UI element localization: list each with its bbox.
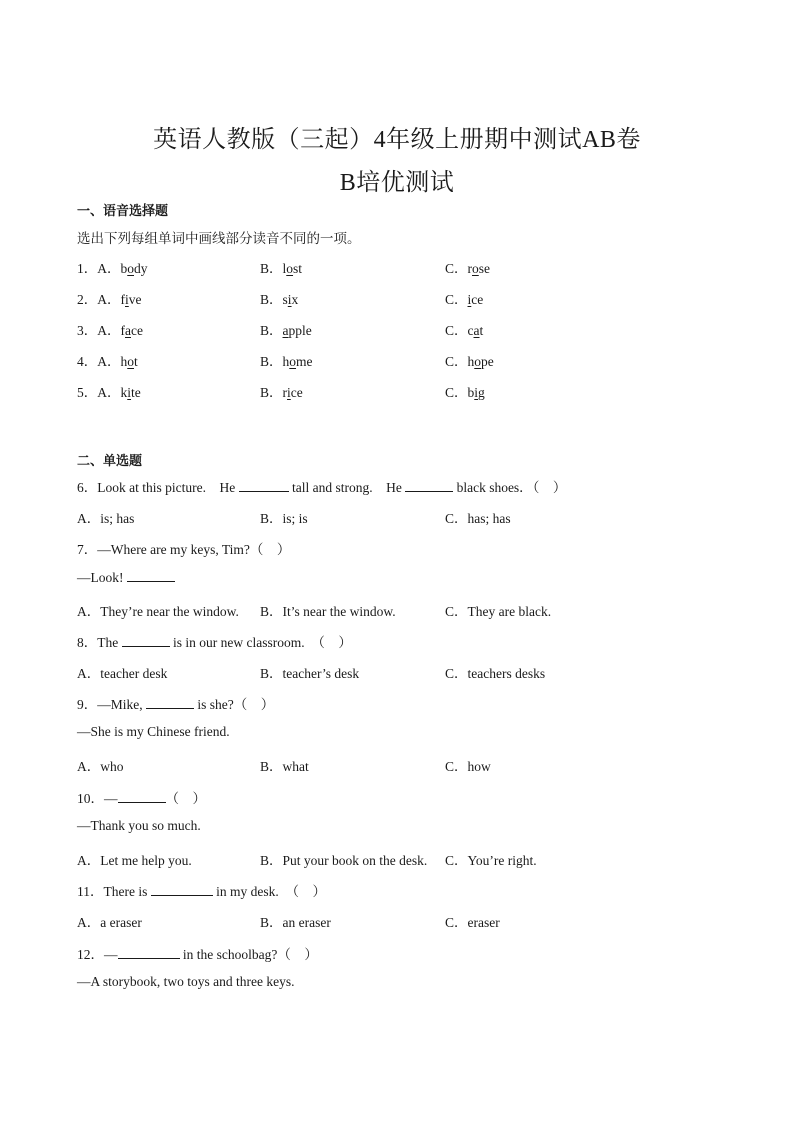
q7-option-b: B．It’s near the window. (260, 604, 396, 619)
q6-option-a: A．is; has (77, 511, 135, 526)
q8-option-a: A．teacher desk (77, 666, 168, 681)
q4-option-c: C．hope (445, 354, 494, 369)
q8-option-b: B．teacher’s desk (260, 666, 360, 681)
q10-option-a: A．Let me help you. (77, 853, 192, 868)
q11-option-b: B．an eraser (260, 915, 331, 930)
q7-option-c: C．They are black. (445, 604, 552, 619)
page-subtitle: B培优测试 (339, 170, 455, 196)
q11-option-a: A．a eraser (77, 915, 142, 930)
q8-option-c: C．teachers desks (445, 666, 546, 681)
answer-blank[interactable] (239, 479, 289, 492)
answer-blank[interactable] (405, 479, 453, 492)
section-heading-single-choice: 二、单选题 (77, 454, 143, 469)
q2-option-c: C．ice (445, 292, 484, 307)
q1-option-c: C．rose (445, 261, 491, 276)
q1-option-a: 1．A．body (77, 261, 148, 276)
q7-option-a: A．They’re near the window. (77, 604, 239, 619)
answer-blank[interactable] (122, 634, 170, 647)
q9-option-a: A．who (77, 759, 124, 774)
q5-option-b: B．rice (260, 385, 303, 400)
q8-stem: 8．The is in our new classroom. （ ） (77, 635, 352, 650)
q2-option-b: B．six (260, 292, 299, 307)
section-instruction: 选出下列每组单词中画线部分读音不同的一项。 (77, 231, 361, 246)
q7-stem: 7．—Where are my keys, Tim?（ ） (77, 542, 291, 557)
q10-option-b: B．Put your book on the desk. (260, 853, 428, 868)
q9-stem: 9．—Mike, is she?（ ） (77, 697, 275, 712)
q4-option-b: B．home (260, 354, 313, 369)
q12-reply: —A storybook, two toys and three keys. (77, 974, 295, 989)
answer-blank[interactable] (118, 790, 166, 803)
section-heading-phonics: 一、语音选择题 (77, 204, 169, 219)
answer-blank[interactable] (127, 569, 175, 582)
answer-blank[interactable] (146, 696, 194, 709)
q3-option-a: 3．A．face (77, 323, 143, 338)
q6-stem: 6．Look at this picture. He tall and strong. He black shoes．（ ） (77, 480, 567, 495)
q1-option-b: B．lost (260, 261, 303, 276)
q9-option-c: C．how (445, 759, 491, 774)
q4-option-a: 4．A．hot (77, 354, 138, 369)
q10-stem: 10．— （ ） (77, 791, 206, 806)
q6-option-c: C．has; has (445, 511, 511, 526)
page-title: 英语人教版（三起）4年级上册期中测试AB卷 (153, 127, 641, 153)
q10-option-c: C．You’re right. (445, 853, 537, 868)
q5-option-a: 5．A．kite (77, 385, 141, 400)
q6-option-b: B．is; is (260, 511, 308, 526)
q11-stem: 11．There is in my desk. （ ） (77, 884, 326, 899)
answer-blank[interactable] (151, 883, 213, 896)
q7-reply: —Look! (77, 569, 175, 586)
q5-option-c: C．big (445, 385, 485, 400)
q9-option-b: B．what (260, 759, 309, 774)
q3-option-b: B．apple (260, 323, 312, 338)
q3-option-c: C．cat (445, 323, 484, 338)
answer-blank[interactable] (118, 946, 180, 959)
q12-stem: 12．— in the schoolbag?（ ） (77, 947, 318, 962)
q10-reply: —Thank you so much. (77, 818, 201, 833)
q11-option-c: C．eraser (445, 915, 500, 930)
q2-option-a: 2．A．five (77, 292, 142, 307)
q9-reply: —She is my Chinese friend. (77, 724, 230, 739)
